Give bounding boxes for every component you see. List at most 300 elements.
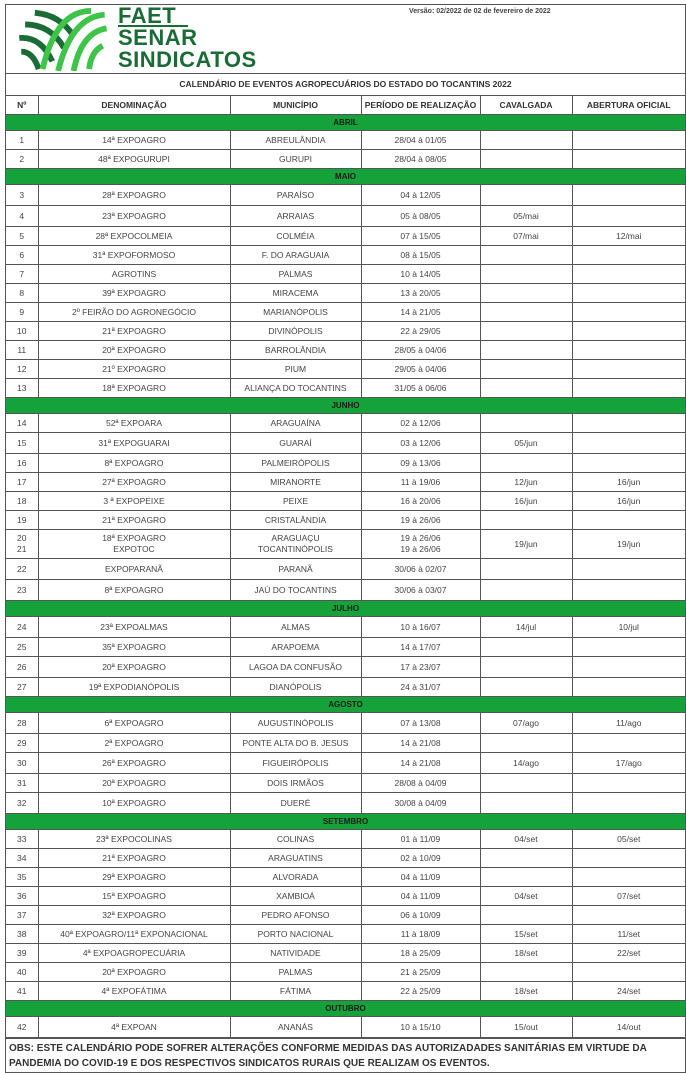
column-header-opening: ABERTURA OFICIAL	[572, 96, 685, 115]
event-opening	[572, 454, 685, 473]
event-municipality: PALMEIRÓPOLIS	[230, 454, 361, 473]
month-row	[6, 814, 685, 830]
event-name: 21ª EXPOAGRO	[38, 322, 230, 341]
event-period: 22 à 25/09	[361, 982, 480, 1001]
event-opening	[572, 185, 685, 206]
event-opening	[572, 433, 685, 454]
event-cavalgada	[480, 511, 572, 530]
event-name: 4ª EXPOAGROPECUÁRIA	[38, 944, 230, 963]
event-municipality: F. DO ARAGUAIA	[230, 246, 361, 265]
event-number: 29	[6, 734, 38, 753]
month-label: JUNHO	[6, 398, 685, 414]
event-municipality: XAMBIOÁ	[230, 887, 361, 906]
event-name: 20ª EXPOAGRO	[38, 657, 230, 678]
column-header-period: PERÍODO DE REALIZAÇÃO	[361, 96, 480, 115]
table-row	[6, 379, 685, 398]
event-cavalgada: 04/set	[480, 887, 572, 906]
event-municipality: ABREULÂNDIA	[230, 131, 361, 150]
event-number: 25	[6, 638, 38, 657]
logo-line-sindicatos: SINDICATOS	[118, 47, 257, 72]
event-period: 21 à 25/09	[361, 963, 480, 982]
table-row	[6, 433, 685, 454]
event-name: 19ª EXPODIANÓPOLIS	[38, 678, 230, 697]
event-cavalgada	[480, 322, 572, 341]
column-header-name: DENOMINAÇÃO	[38, 96, 230, 115]
event-period: 14 à 17/07	[361, 638, 480, 657]
event-municipality: PARAÍSO	[230, 185, 361, 206]
event-opening: 24/set	[572, 982, 685, 1001]
month-row	[6, 115, 685, 131]
event-municipality: ALIANÇA DO TOCANTINS	[230, 379, 361, 398]
event-cavalgada: 15/out	[480, 1017, 572, 1038]
table-row	[6, 793, 685, 814]
event-period: 18 à 25/09	[361, 944, 480, 963]
table-row	[6, 265, 685, 284]
event-number: 2	[6, 150, 38, 169]
event-cavalgada: 12/jun	[480, 473, 572, 492]
event-cavalgada	[480, 963, 572, 982]
event-number: 1	[6, 131, 38, 150]
event-cavalgada	[480, 414, 572, 433]
event-municipality: ANANÁS	[230, 1017, 361, 1038]
table-row	[6, 530, 685, 559]
event-number: 14	[6, 414, 38, 433]
event-period: 05 à 08/05	[361, 206, 480, 227]
event-period: 02 à 12/06	[361, 414, 480, 433]
month-row	[6, 169, 685, 185]
event-number: 33	[6, 830, 38, 849]
event-municipality: PORTO NACIONAL	[230, 925, 361, 944]
events-table-body	[6, 115, 685, 1038]
table-row	[6, 341, 685, 360]
event-name: 21ª EXPOAGRO	[38, 511, 230, 530]
event-opening	[572, 322, 685, 341]
event-municipality: MARIANÓPOLIS	[230, 303, 361, 322]
event-name: 31ª EXPOGUARAI	[38, 433, 230, 454]
month-row	[6, 1001, 685, 1017]
event-period: 28/08 à 04/09	[361, 774, 480, 793]
event-cavalgada	[480, 246, 572, 265]
table-row	[6, 868, 685, 887]
event-period: 02 à 10/09	[361, 849, 480, 868]
event-opening	[572, 963, 685, 982]
event-number: 34	[6, 849, 38, 868]
logo-wordmark	[118, 5, 257, 71]
event-municipality: ARRAIAS	[230, 206, 361, 227]
document-header	[6, 5, 685, 74]
event-period: 30/06 à 03/07	[361, 580, 480, 601]
calendar-document	[5, 4, 686, 1073]
event-period: 31/05 à 06/06	[361, 379, 480, 398]
event-opening: 05/set	[572, 830, 685, 849]
event-municipality: PALMAS	[230, 265, 361, 284]
month-label: MAIO	[6, 169, 685, 185]
event-name: 32ª EXPOAGRO	[38, 906, 230, 925]
table-row	[6, 753, 685, 774]
event-opening	[572, 678, 685, 697]
event-period: 30/06 à 02/07	[361, 559, 480, 580]
event-cavalgada	[480, 379, 572, 398]
event-number: 42	[6, 1017, 38, 1038]
table-row	[6, 414, 685, 433]
event-number: 37	[6, 906, 38, 925]
event-opening: 11/ago	[572, 713, 685, 734]
table-row	[6, 150, 685, 169]
table-row	[6, 774, 685, 793]
month-row	[6, 398, 685, 414]
event-cavalgada: 04/set	[480, 830, 572, 849]
event-name: 4ª EXPOFÁTIMA	[38, 982, 230, 1001]
event-number: 19	[6, 511, 38, 530]
event-period: 28/04 à 08/05	[361, 150, 480, 169]
event-municipality: ALMAS	[230, 617, 361, 638]
event-name: 3 ª EXPOPEIXE	[38, 492, 230, 511]
event-number: 5	[6, 227, 38, 246]
event-number: 36	[6, 887, 38, 906]
event-number: 4	[6, 206, 38, 227]
table-row	[6, 322, 685, 341]
event-name: 18ª EXPOAGRO EXPOTOC	[38, 530, 230, 559]
event-municipality: ALVORADA	[230, 868, 361, 887]
event-opening	[572, 734, 685, 753]
event-period: 10 à 15/10	[361, 1017, 480, 1038]
event-number: 16	[6, 454, 38, 473]
event-name: EXPOPARANÃ	[38, 559, 230, 580]
event-name: 48ª EXPOGURUPI	[38, 150, 230, 169]
event-period: 22 à 29/05	[361, 322, 480, 341]
event-period: 08 à 15/05	[361, 246, 480, 265]
event-number: 20 21	[6, 530, 38, 559]
column-header-municipality: MUNICÍPIO	[230, 96, 361, 115]
event-name: 6ª EXPOAGRO	[38, 713, 230, 734]
event-number: 32	[6, 793, 38, 814]
event-opening: 19/jun	[572, 530, 685, 559]
event-name: 23ª EXPOAGRO	[38, 206, 230, 227]
column-header-number: Nº	[6, 96, 38, 115]
event-period: 14 à 21/05	[361, 303, 480, 322]
event-name: 52ª EXPOARA	[38, 414, 230, 433]
event-opening	[572, 246, 685, 265]
table-row	[6, 678, 685, 697]
event-number: 41	[6, 982, 38, 1001]
event-cavalgada	[480, 303, 572, 322]
event-period: 16 à 20/06	[361, 492, 480, 511]
event-number: 15	[6, 433, 38, 454]
month-row	[6, 697, 685, 713]
event-name: 21ª EXPOAGRO	[38, 849, 230, 868]
event-period: 14 à 21/08	[361, 753, 480, 774]
event-opening	[572, 360, 685, 379]
event-cavalgada	[480, 793, 572, 814]
table-row	[6, 830, 685, 849]
event-opening	[572, 511, 685, 530]
table-row	[6, 982, 685, 1001]
event-name: 31ª EXPOFORMOSO	[38, 246, 230, 265]
event-cavalgada: 05/mai	[480, 206, 572, 227]
event-municipality: DIANÓPOLIS	[230, 678, 361, 697]
table-row	[6, 559, 685, 580]
event-cavalgada	[480, 849, 572, 868]
event-name: 40ª EXPOAGRO/11ª EXPONACIONAL	[38, 925, 230, 944]
table-row	[6, 511, 685, 530]
event-opening	[572, 284, 685, 303]
event-municipality: ARAGUAÍNA	[230, 414, 361, 433]
event-municipality: BARROLÂNDIA	[230, 341, 361, 360]
event-cavalgada	[480, 638, 572, 657]
event-period: 28/05 à 04/06	[361, 341, 480, 360]
event-number: 6	[6, 246, 38, 265]
event-period: 19 à 26/06 19 à 26/06	[361, 530, 480, 559]
event-number: 18	[6, 492, 38, 511]
event-opening: 17/ago	[572, 753, 685, 774]
event-cavalgada: 14/ago	[480, 753, 572, 774]
event-name: 29ª EXPOAGRO	[38, 868, 230, 887]
event-period: 10 à 14/05	[361, 265, 480, 284]
event-opening	[572, 341, 685, 360]
event-period: 07 à 15/05	[361, 227, 480, 246]
event-number: 24	[6, 617, 38, 638]
event-number: 10	[6, 322, 38, 341]
event-cavalgada: 07/mai	[480, 227, 572, 246]
event-cavalgada	[480, 454, 572, 473]
event-number: 38	[6, 925, 38, 944]
calendar-title: CALENDÁRIO DE EVENTOS AGROPECUÁRIOS DO ESTADO DO TOCANTINS 2022	[6, 74, 685, 96]
table-row	[6, 638, 685, 657]
event-period: 30/08 à 04/09	[361, 793, 480, 814]
event-number: 17	[6, 473, 38, 492]
table-row	[6, 963, 685, 982]
table-row	[6, 944, 685, 963]
events-table	[6, 96, 685, 1038]
logo-line-faet: FAET	[118, 5, 188, 27]
month-label: SETEMBRO	[6, 814, 685, 830]
event-municipality: DUERÉ	[230, 793, 361, 814]
event-opening: 12/mai	[572, 227, 685, 246]
event-cavalgada: 15/set	[480, 925, 572, 944]
event-cavalgada: 05/jun	[480, 433, 572, 454]
event-period: 28/04 à 01/05	[361, 131, 480, 150]
event-name: 8ª EXPOAGRO	[38, 454, 230, 473]
table-row	[6, 284, 685, 303]
event-opening	[572, 131, 685, 150]
event-number: 22	[6, 559, 38, 580]
event-period: 10 à 16/07	[361, 617, 480, 638]
event-municipality: AUGUSTINÓPOLIS	[230, 713, 361, 734]
event-municipality: CRISTALÂNDIA	[230, 511, 361, 530]
table-row	[6, 206, 685, 227]
event-number: 23	[6, 580, 38, 601]
table-row	[6, 713, 685, 734]
event-name: 2º FEIRÃO DO AGRONEGÓCIO	[38, 303, 230, 322]
event-name: 28ª EXPOCOLMEIA	[38, 227, 230, 246]
event-opening: 11/set	[572, 925, 685, 944]
table-row	[6, 185, 685, 206]
event-municipality: PEDRO AFONSO	[230, 906, 361, 925]
month-label: JULHO	[6, 601, 685, 617]
event-opening	[572, 849, 685, 868]
event-number: 9	[6, 303, 38, 322]
event-name: 20ª EXPOAGRO	[38, 774, 230, 793]
event-cavalgada	[480, 906, 572, 925]
event-name: 14ª EXPOAGRO	[38, 131, 230, 150]
event-municipality: PARANÃ	[230, 559, 361, 580]
event-name: 39ª EXPOAGRO	[38, 284, 230, 303]
table-row	[6, 246, 685, 265]
event-name: 15ª EXPOAGRO	[38, 887, 230, 906]
event-cavalgada	[480, 678, 572, 697]
event-cavalgada	[480, 284, 572, 303]
event-cavalgada: 07/ago	[480, 713, 572, 734]
event-cavalgada	[480, 774, 572, 793]
event-municipality: FÁTIMA	[230, 982, 361, 1001]
event-period: 04 à 12/05	[361, 185, 480, 206]
event-cavalgada	[480, 131, 572, 150]
event-period: 11 à 19/06	[361, 473, 480, 492]
event-opening: 16/jun	[572, 473, 685, 492]
event-opening	[572, 580, 685, 601]
event-municipality: ARAGUATINS	[230, 849, 361, 868]
event-name: 26ª EXPOAGRO	[38, 753, 230, 774]
event-name: 18ª EXPOAGRO	[38, 379, 230, 398]
event-opening	[572, 414, 685, 433]
event-cavalgada	[480, 265, 572, 284]
event-name: 27ª EXPOAGRO	[38, 473, 230, 492]
event-number: 35	[6, 868, 38, 887]
faet-senar-logo-icon	[12, 7, 110, 71]
event-cavalgada	[480, 559, 572, 580]
event-opening	[572, 793, 685, 814]
event-opening	[572, 559, 685, 580]
month-label: AGOSTO	[6, 697, 685, 713]
table-row	[6, 657, 685, 678]
event-municipality: LAGOA DA CONFUSÃO	[230, 657, 361, 678]
table-row	[6, 617, 685, 638]
event-name: 4ª EXPOAN	[38, 1017, 230, 1038]
event-name: 10ª EXPOAGRO	[38, 793, 230, 814]
event-period: 09 à 13/06	[361, 454, 480, 473]
table-row	[6, 492, 685, 511]
event-cavalgada: 14/jul	[480, 617, 572, 638]
table-row	[6, 360, 685, 379]
event-cavalgada	[480, 185, 572, 206]
event-municipality: ARAGUAÇU TOCANTINÓPOLIS	[230, 530, 361, 559]
event-name: 21º EXPOAGRO	[38, 360, 230, 379]
table-header-row	[6, 96, 685, 115]
event-period: 19 à 26/06	[361, 511, 480, 530]
event-opening	[572, 150, 685, 169]
logo-line-senar: SENAR	[118, 25, 198, 50]
event-cavalgada: 16/jun	[480, 492, 572, 511]
column-header-cavalgada: CAVALGADA	[480, 96, 572, 115]
event-opening: 07/set	[572, 887, 685, 906]
event-name: 28ª EXPOAGRO	[38, 185, 230, 206]
event-opening	[572, 774, 685, 793]
event-opening	[572, 906, 685, 925]
event-number: 31	[6, 774, 38, 793]
event-cavalgada	[480, 580, 572, 601]
event-period: 01 à 11/09	[361, 830, 480, 849]
month-row	[6, 601, 685, 617]
event-opening: 14/out	[572, 1017, 685, 1038]
event-number: 28	[6, 713, 38, 734]
event-period: 13 à 20/05	[361, 284, 480, 303]
event-name: AGROTINS	[38, 265, 230, 284]
event-number: 7	[6, 265, 38, 284]
event-period: 06 à 10/09	[361, 906, 480, 925]
table-row	[6, 131, 685, 150]
event-municipality: NATIVIDADE	[230, 944, 361, 963]
event-opening	[572, 638, 685, 657]
event-municipality: MIRACEMA	[230, 284, 361, 303]
event-number: 12	[6, 360, 38, 379]
event-cavalgada	[480, 868, 572, 887]
event-opening: 16/jun	[572, 492, 685, 511]
event-municipality: PIUM	[230, 360, 361, 379]
event-number: 30	[6, 753, 38, 774]
event-opening	[572, 303, 685, 322]
event-period: 11 à 18/09	[361, 925, 480, 944]
event-cavalgada	[480, 360, 572, 379]
event-name: 23ª EXPOALMAS	[38, 617, 230, 638]
event-municipality: MIRANORTE	[230, 473, 361, 492]
event-municipality: COLMÉIA	[230, 227, 361, 246]
event-municipality: DOIS IRMÃOS	[230, 774, 361, 793]
event-cavalgada	[480, 341, 572, 360]
event-number: 13	[6, 379, 38, 398]
table-row	[6, 1017, 685, 1038]
event-municipality: DIVINÓPOLIS	[230, 322, 361, 341]
month-label: ABRIL	[6, 115, 685, 131]
event-period: 04 à 11/09	[361, 868, 480, 887]
table-row	[6, 734, 685, 753]
event-cavalgada: 18/set	[480, 982, 572, 1001]
event-municipality: GUARAÍ	[230, 433, 361, 454]
event-number: 39	[6, 944, 38, 963]
event-cavalgada: 19/jun	[480, 530, 572, 559]
event-name: 35ª EXPOAGRO	[38, 638, 230, 657]
event-municipality: COLINAS	[230, 830, 361, 849]
table-row	[6, 906, 685, 925]
event-name: 2ª EXPOAGRO	[38, 734, 230, 753]
event-opening: 10/jul	[572, 617, 685, 638]
event-name: 20ª EXPOAGRO	[38, 341, 230, 360]
version-label: Versão: 02/2022 de 02 de fevereiro de 2022	[409, 8, 551, 15]
event-opening	[572, 657, 685, 678]
event-opening: 22/set	[572, 944, 685, 963]
event-cavalgada	[480, 734, 572, 753]
event-number: 11	[6, 341, 38, 360]
event-number: 27	[6, 678, 38, 697]
table-row	[6, 227, 685, 246]
event-name: 20ª EXPOAGRO	[38, 963, 230, 982]
table-row	[6, 849, 685, 868]
table-row	[6, 454, 685, 473]
table-row	[6, 473, 685, 492]
event-number: 26	[6, 657, 38, 678]
event-municipality: PALMAS	[230, 963, 361, 982]
event-period: 24 à 31/07	[361, 678, 480, 697]
table-row	[6, 925, 685, 944]
event-period: 04 à 11/09	[361, 887, 480, 906]
event-period: 17 à 23/07	[361, 657, 480, 678]
event-municipality: PEIXE	[230, 492, 361, 511]
event-municipality: JAÚ DO TOCANTINS	[230, 580, 361, 601]
event-name: 23ª EXPOCOLINAS	[38, 830, 230, 849]
event-period: 14 à 21/08	[361, 734, 480, 753]
event-name: 8ª EXPOAGRO	[38, 580, 230, 601]
table-row	[6, 887, 685, 906]
table-row	[6, 303, 685, 322]
